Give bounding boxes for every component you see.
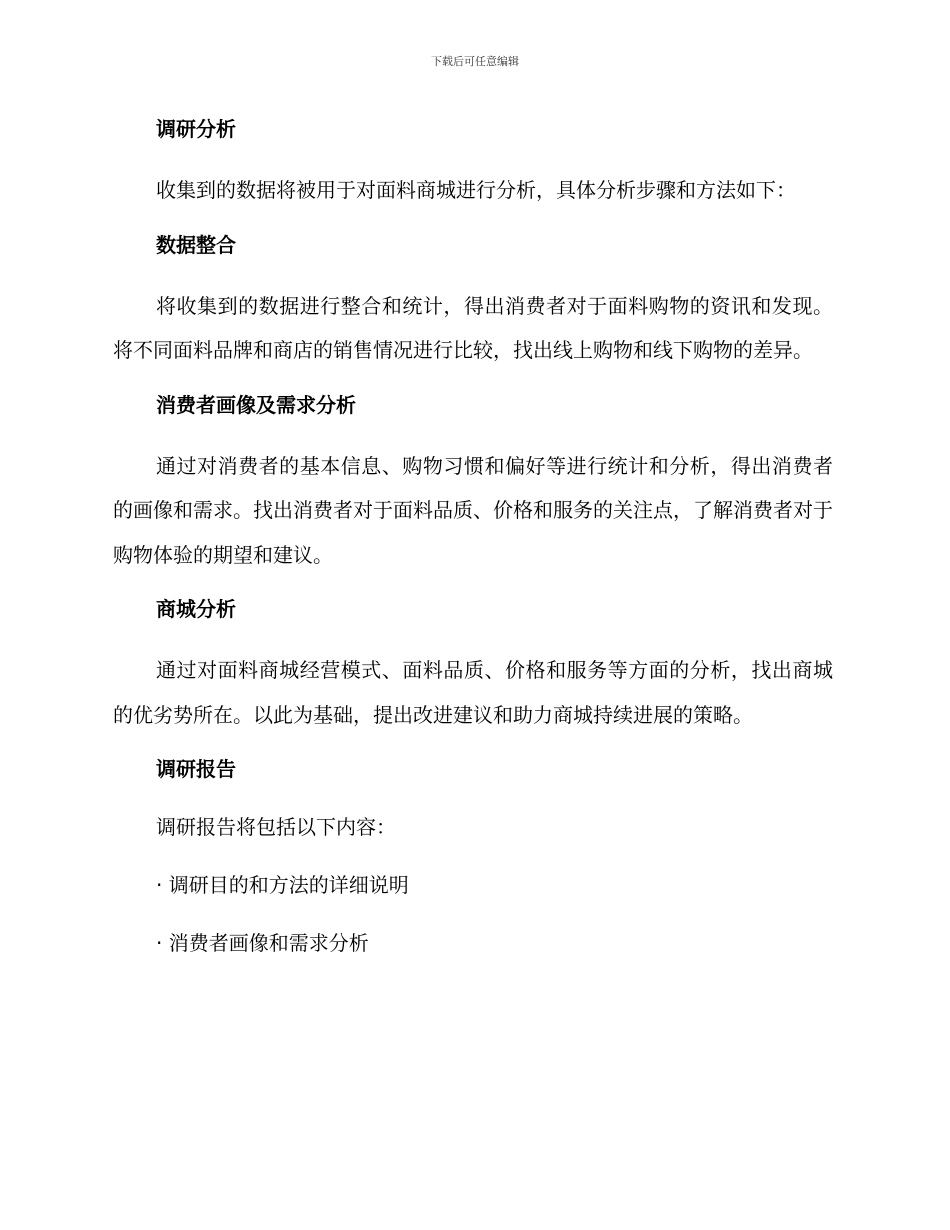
paragraph-data-integration: 将收集到的数据进行整合和统计，得出消费者对于面料购物的资讯和发现。将不同面料品牌和商店的销售情况进行比较，找出线上购物和线下购物的差异。 [113, 293, 833, 362]
paragraph-research-analysis-intro: 收集到的数据将被用于对面料商城进行分析，具体分析步骤和方法如下： [156, 178, 796, 202]
document-body [113, 110, 833, 982]
section-heading-consumer-profile: 消费者画像及需求分析 [156, 392, 356, 417]
paragraph-consumer-profile: 通过对消费者的基本信息、购物习惯和偏好等进行统计和分析，得出消费者的画像和需求。找出消费者对于面料品质、价格和服务的关注点，了解消费者对于购物体验的期望和建议。 [113, 453, 833, 567]
paragraph-mall-analysis: 通过对面料商城经营模式、面料品质、价格和服务等方面的分析，找出商城的优劣势所在。以此为基础，提出改进建议和助力商城持续进展的策略。 [113, 658, 833, 727]
section-heading-research-analysis: 调研分析 [156, 117, 236, 141]
list-item: · 调研目的和方法的详细说明 [156, 873, 409, 897]
paragraph-research-report-intro: 调研报告将包括以下内容： [156, 815, 396, 839]
page-header-note: 下载后可任意编辑 [431, 55, 519, 68]
section-heading-research-report: 调研报告 [156, 757, 236, 781]
section-heading-data-integration: 数据整合 [156, 232, 236, 257]
list-item: · 消费者画像和需求分析 [156, 931, 369, 955]
section-heading-mall-analysis: 商城分析 [156, 597, 236, 621]
